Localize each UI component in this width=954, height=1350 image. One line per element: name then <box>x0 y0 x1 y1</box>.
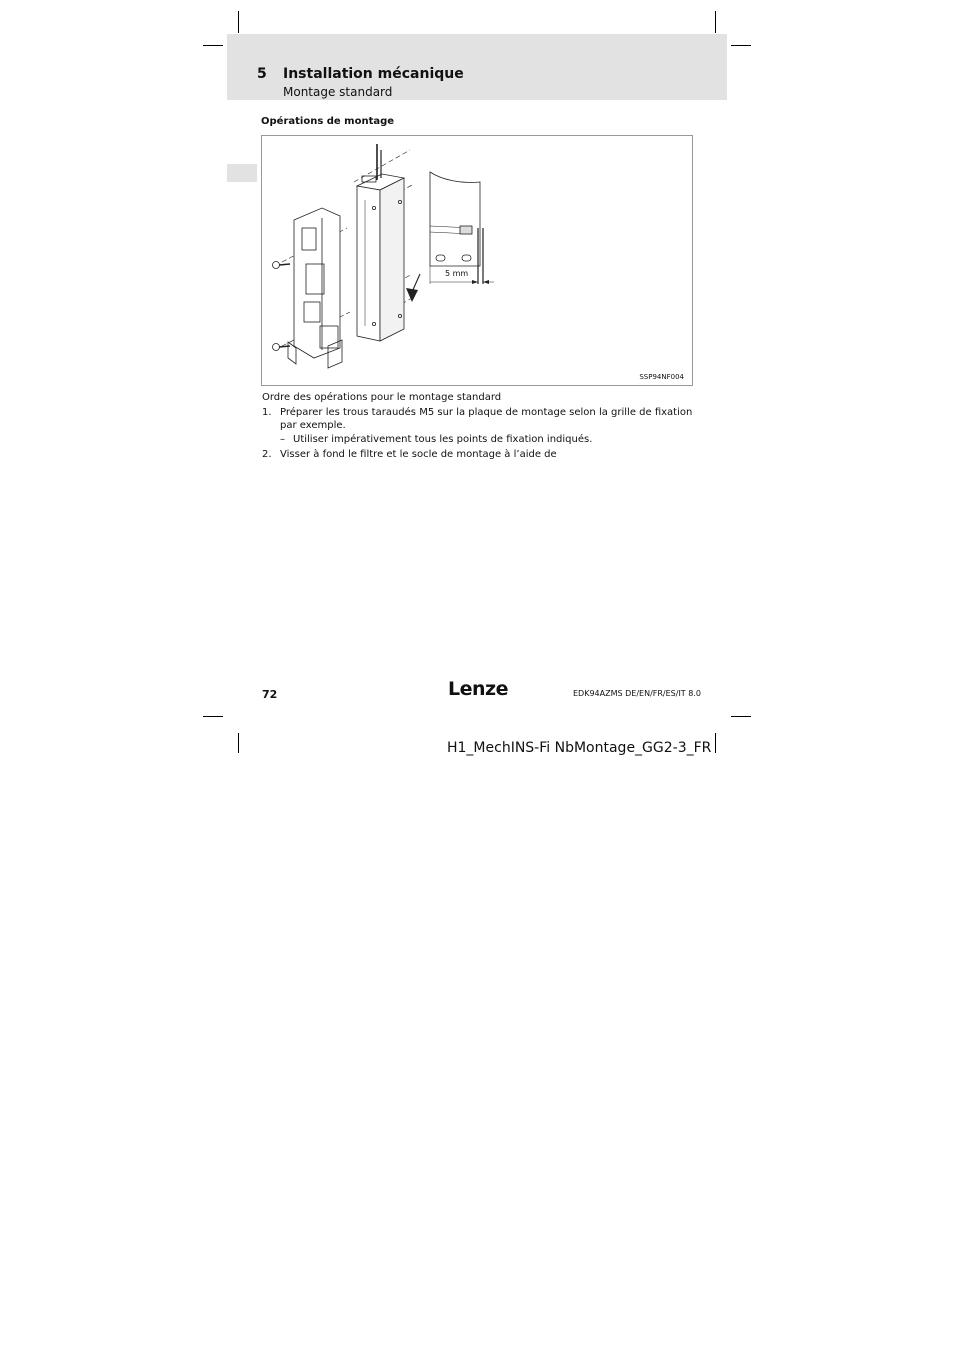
crop-mark <box>203 716 223 717</box>
chapter-number: 5 <box>257 66 267 82</box>
step-number: 2. <box>262 449 272 460</box>
filter-housing <box>357 144 404 341</box>
step-text: Visser à fond le filtre et le socle de montage à l’aide de <box>280 449 557 460</box>
sub-step-marker: – <box>280 434 285 445</box>
intro-text: Ordre des opérations pour le montage standard <box>262 392 502 403</box>
crop-mark <box>731 716 751 717</box>
brand-logo: Lenze <box>448 678 508 700</box>
screws <box>273 262 291 351</box>
arrow <box>406 274 420 302</box>
section-heading: Opérations de montage <box>261 116 395 127</box>
page-number: 72 <box>262 688 278 701</box>
crop-mark <box>715 733 716 753</box>
crop-mark <box>715 11 716 33</box>
chapter-title: Installation mécanique <box>283 66 464 82</box>
crop-mark <box>238 11 239 33</box>
mounting-figure <box>261 135 693 386</box>
crop-mark <box>238 733 239 753</box>
document-reference: EDK94AZMS DE/EN/FR/ES/IT 8.0 <box>573 689 701 698</box>
crop-mark <box>203 45 223 46</box>
step-number: 1. <box>262 407 272 418</box>
job-identifier: H1_MechINS-Fi NbMontage_GG2-3_FR <box>447 740 712 756</box>
sub-step-text: Utiliser impérativement tous les points de fixation indiqués. <box>293 434 593 445</box>
mounting-drawing <box>262 136 694 387</box>
figure-id: SSP94NF004 <box>639 373 684 381</box>
chapter-subtitle: Montage standard <box>283 85 393 99</box>
step-text: Préparer les trous taraudés M5 sur la plaque de montage selon la grille de fixation <box>280 407 693 418</box>
detail-view <box>430 172 494 284</box>
dimension-label: 5 mm <box>445 269 469 278</box>
side-tab-marker <box>227 164 257 182</box>
step-text-continued: par exemple. <box>280 420 346 431</box>
mounting-base <box>288 208 342 368</box>
crop-mark <box>731 45 751 46</box>
